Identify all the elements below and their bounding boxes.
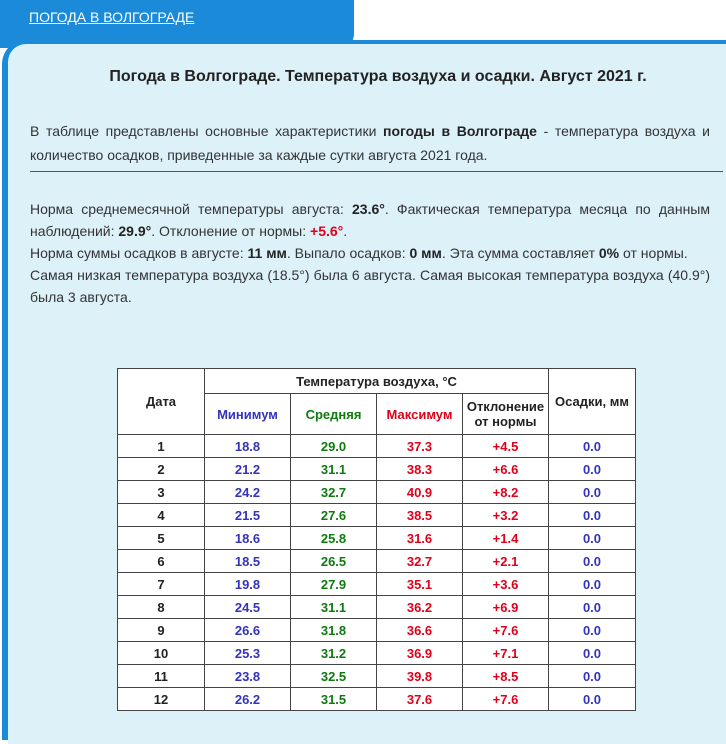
- table-row: [118, 527, 636, 550]
- cell-precipitation: 0.0: [549, 550, 636, 573]
- cell-avg: 25.8: [291, 527, 377, 550]
- stats-prec-line: [30, 242, 710, 264]
- cell-min: 18.6: [205, 527, 291, 550]
- cell-min: 26.2: [205, 688, 291, 711]
- cell-precipitation: 0.0: [549, 573, 636, 596]
- table-row: [118, 458, 636, 481]
- intro-text-bold: погоды в Волгограде: [383, 123, 537, 139]
- cell-min: 19.8: [205, 573, 291, 596]
- divider: [30, 171, 723, 172]
- cell-max: 37.3: [377, 435, 463, 458]
- header-precipitation: Осадки, мм: [549, 369, 636, 435]
- cell-max: 37.6: [377, 688, 463, 711]
- cell-max: 31.6: [377, 527, 463, 550]
- deviation-label: . Отклонение от нормы:: [151, 223, 311, 239]
- cell-max: 35.1: [377, 573, 463, 596]
- header-max: Максимум: [377, 394, 463, 435]
- cell-deviation: +1.4: [463, 527, 549, 550]
- weather-table: [117, 368, 636, 711]
- cell-precipitation: 0.0: [549, 435, 636, 458]
- cell-deviation: +8.2: [463, 481, 549, 504]
- cell-min: 25.3: [205, 642, 291, 665]
- cell-min: 21.5: [205, 504, 291, 527]
- cell-date: 2: [118, 458, 205, 481]
- cell-min: 21.2: [205, 458, 291, 481]
- cell-date: 3: [118, 481, 205, 504]
- cell-deviation: +3.2: [463, 504, 549, 527]
- cell-precipitation: 0.0: [549, 619, 636, 642]
- intro-text-post: - температура воздуха и количество осадков, приведенные за каждые сутки августа 2021 года.: [30, 123, 710, 163]
- table-row: [118, 481, 636, 504]
- cell-precipitation: 0.0: [549, 481, 636, 504]
- stats-extremes-line: Самая низкая температура воздуха (18.5°) была 6 августа. Самая высокая температура воздуха (40.9°) была 3 августа.: [30, 267, 710, 305]
- cell-date: 8: [118, 596, 205, 619]
- cell-max: 40.9: [377, 481, 463, 504]
- cell-deviation: +7.6: [463, 619, 549, 642]
- cell-deviation: +6.9: [463, 596, 549, 619]
- cell-deviation: +7.1: [463, 642, 549, 665]
- table-row: [118, 435, 636, 458]
- cell-date: 11: [118, 665, 205, 688]
- cell-avg: 27.9: [291, 573, 377, 596]
- cell-min: 26.6: [205, 619, 291, 642]
- cell-max: 36.9: [377, 642, 463, 665]
- table-row: [118, 688, 636, 711]
- cell-deviation: +6.6: [463, 458, 549, 481]
- intro-text-pre: В таблице представлены основные характеристики: [30, 123, 384, 139]
- actual-temp-label: . Фактическая температура месяца по данным наблюдений:: [30, 201, 710, 239]
- norm-prec-value: 11 мм: [247, 245, 287, 261]
- table-row: [118, 665, 636, 688]
- cell-date: 5: [118, 527, 205, 550]
- header-avg: Средняя: [291, 394, 377, 435]
- fallen-label: . Выпало осадков:: [286, 245, 410, 261]
- cell-date: 4: [118, 504, 205, 527]
- table-row: [118, 642, 636, 665]
- cell-max: 38.5: [377, 504, 463, 527]
- cell-avg: 31.5: [291, 688, 377, 711]
- cell-avg: 27.6: [291, 504, 377, 527]
- cell-date: 1: [118, 435, 205, 458]
- cell-min: 24.2: [205, 481, 291, 504]
- cell-min: 18.5: [205, 550, 291, 573]
- deviation-end: .: [343, 223, 348, 239]
- cell-date: 9: [118, 619, 205, 642]
- cell-date: 6: [118, 550, 205, 573]
- cell-precipitation: 0.0: [549, 527, 636, 550]
- cell-max: 38.3: [377, 458, 463, 481]
- header-temp-group: Температура воздуха, °С: [205, 369, 549, 394]
- cell-precipitation: 0.0: [549, 504, 636, 527]
- stats-block: [30, 198, 710, 308]
- norm-temp-label: Норма среднемесячной температуры августа:: [30, 201, 353, 217]
- header-date: Дата: [118, 369, 205, 435]
- cell-date: 10: [118, 642, 205, 665]
- table-row: [118, 573, 636, 596]
- cell-max: 32.7: [377, 550, 463, 573]
- cell-deviation: +2.1: [463, 550, 549, 573]
- cell-precipitation: 0.0: [549, 596, 636, 619]
- header-min: Минимум: [205, 394, 291, 435]
- deviation-value: +5.6°: [310, 223, 344, 239]
- cell-max: 39.8: [377, 665, 463, 688]
- cell-avg: 31.8: [291, 619, 377, 642]
- cell-min: 18.8: [205, 435, 291, 458]
- cell-date: 7: [118, 573, 205, 596]
- cell-avg: 31.2: [291, 642, 377, 665]
- share-end: от нормы.: [619, 245, 688, 261]
- cell-deviation: +7.6: [463, 688, 549, 711]
- actual-temp-value: 29.9°: [118, 223, 152, 239]
- cell-avg: 26.5: [291, 550, 377, 573]
- cell-precipitation: 0.0: [549, 688, 636, 711]
- table-row: [118, 550, 636, 573]
- share-label: . Эта сумма составляет: [441, 245, 599, 261]
- breadcrumb-link[interactable]: ПОГОДА В ВОЛГОГРАДЕ: [29, 9, 195, 25]
- cell-precipitation: 0.0: [549, 458, 636, 481]
- cell-precipitation: 0.0: [549, 665, 636, 688]
- table-row: [118, 619, 636, 642]
- table-row: [118, 504, 636, 527]
- fallen-value: 0 мм: [409, 245, 442, 261]
- share-value: 0%: [598, 245, 620, 261]
- cell-max: 36.6: [377, 619, 463, 642]
- cell-deviation: +4.5: [463, 435, 549, 458]
- page-title: Погода в Волгограде. Температура воздуха и осадки. Август 2021 г.: [109, 68, 647, 85]
- cell-max: 36.2: [377, 596, 463, 619]
- norm-prec-label: Норма суммы осадков в августе:: [30, 245, 248, 261]
- cell-min: 24.5: [205, 596, 291, 619]
- cell-deviation: +8.5: [463, 665, 549, 688]
- norm-temp-value: 23.6°: [352, 201, 385, 217]
- cell-date: 12: [118, 688, 205, 711]
- cell-avg: 32.5: [291, 665, 377, 688]
- header-deviation: Отклонение от нормы: [463, 394, 549, 435]
- cell-precipitation: 0.0: [549, 642, 636, 665]
- cell-avg: 31.1: [291, 458, 377, 481]
- table-row: [118, 596, 636, 619]
- cell-min: 23.8: [205, 665, 291, 688]
- cell-deviation: +3.6: [463, 573, 549, 596]
- cell-avg: 31.1: [291, 596, 377, 619]
- cell-avg: 29.0: [291, 435, 377, 458]
- intro-paragraph: [30, 119, 710, 167]
- cell-avg: 32.7: [291, 481, 377, 504]
- stats-temp-line: [30, 198, 710, 242]
